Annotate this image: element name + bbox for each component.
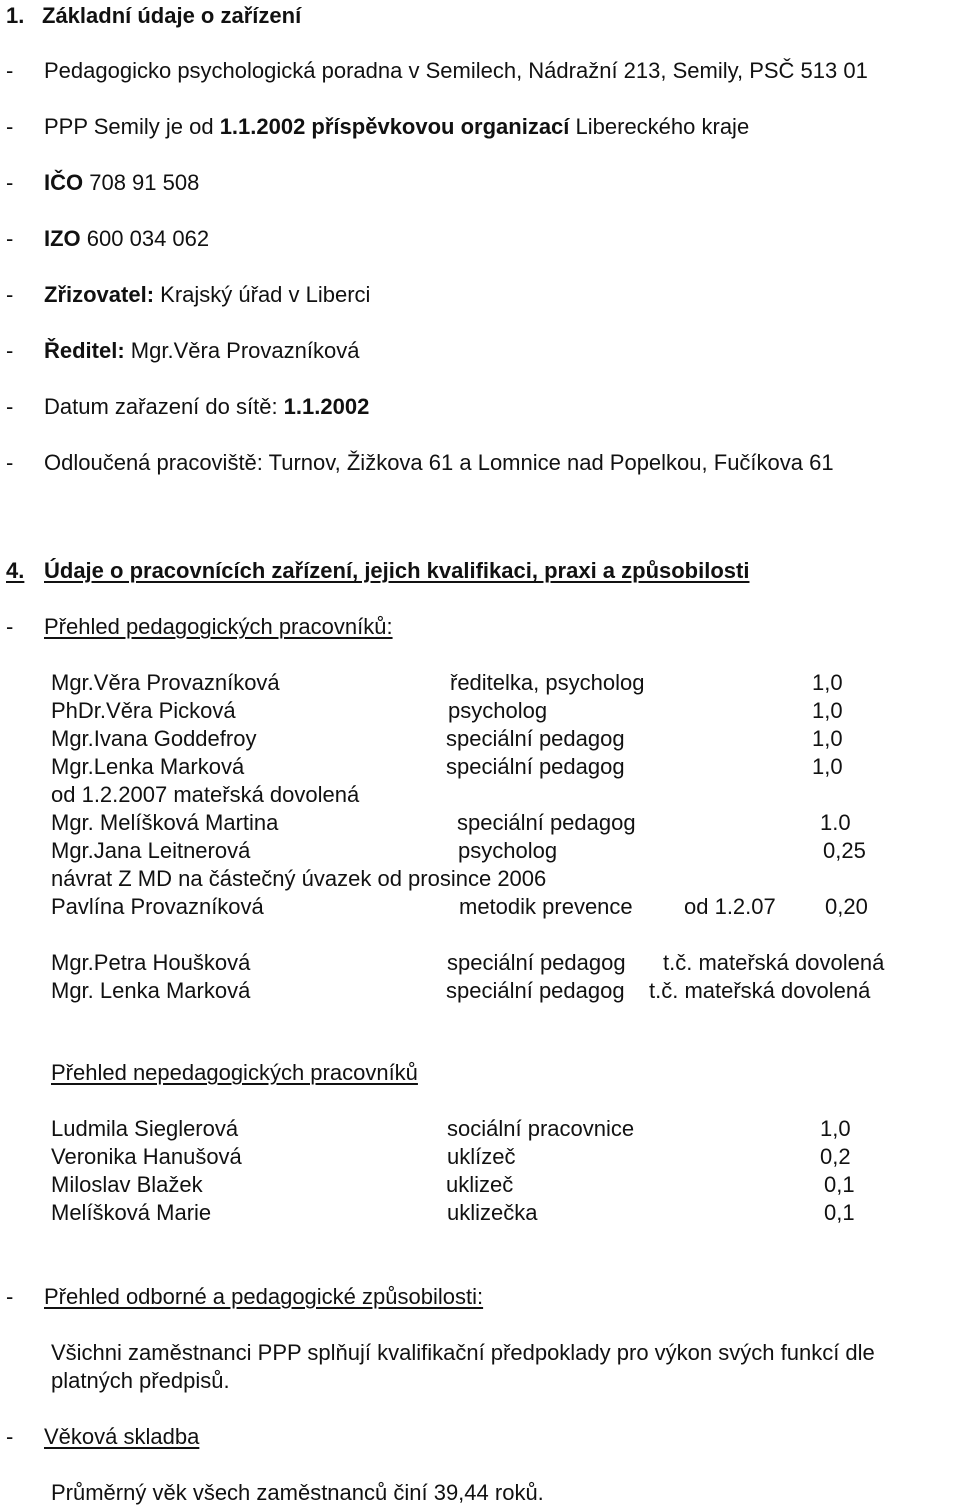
basic-info-item [44, 170, 199, 196]
basic-info-item [44, 114, 749, 140]
staff-start-date: od 1.2.07 [684, 894, 776, 919]
staff-fte: 0,25 [823, 838, 866, 863]
list-dash: - [6, 450, 14, 475]
staff-fte: 0,20 [825, 894, 868, 919]
qualification-text: Všichni zaměstnanci PPP splňují kvalifikační předpoklady pro výkon svých funkcí dle [51, 1340, 875, 1365]
basic-info-item [44, 226, 209, 252]
list-dash: - [6, 614, 14, 639]
bold-text: IZO [44, 226, 81, 251]
staff-fte: 1,0 [812, 726, 843, 751]
staff-fte: 0,1 [824, 1172, 855, 1197]
staff-role: ředitelka, psycholog [450, 670, 645, 695]
staff-fte: 1,0 [812, 754, 843, 779]
staff-role: psycholog [448, 698, 548, 723]
bold-text: 1.1.2002 příspěvkovou organizací [219, 114, 570, 139]
bold-text: Ředitel: [44, 338, 125, 363]
staff-role: speciální pedagog [447, 950, 626, 975]
qualification-text: platných předpisů. [51, 1368, 230, 1393]
staff-name: Mgr.Lenka Marková [51, 754, 245, 779]
bold-text: Zřizovatel: [44, 282, 155, 307]
staff-role: speciální pedagog [446, 754, 625, 779]
staff-name: Veronika Hanušová [51, 1144, 242, 1169]
section-4-number: 4. [6, 558, 25, 583]
staff-fte: 1,0 [812, 698, 843, 723]
staff-name: Mgr.Věra Provazníková [51, 670, 280, 695]
basic-info-item [44, 338, 359, 364]
staff-name: Mgr. Melíšková Martina [51, 810, 279, 835]
section-4-title: Údaje o pracovnících zařízení, jejich kvalifikaci, praxi a způsobilosti [44, 558, 750, 583]
list-dash: - [6, 1284, 14, 1309]
bold-text: IČO [44, 170, 84, 195]
staff-role: metodik prevence [459, 894, 633, 919]
text: 600 034 062 [80, 226, 210, 251]
text: Krajský úřad v Liberci [154, 282, 371, 307]
list-dash: - [6, 1424, 14, 1449]
staff-status: t.č. mateřská dovolená [649, 978, 871, 1003]
staff-fte: 1,0 [812, 670, 843, 695]
section-1-title: Základní údaje o zařízení [42, 3, 302, 28]
bold-text: 1.1.2002 [283, 394, 370, 419]
staff-note: návrat Z MD na částečný úvazek od prosince 2006 [51, 866, 547, 891]
staff-fte: 0,1 [824, 1200, 855, 1225]
staff-name: Mgr.Ivana Goddefroy [51, 726, 257, 751]
text: Odloučená pracoviště: Turnov, Žižkova 61 a Lomnice nad Popelkou, Fučíkova 61 [44, 450, 834, 475]
basic-info-item [44, 394, 369, 420]
list-dash: - [6, 226, 14, 251]
list-dash: - [6, 170, 14, 195]
staff-name: Pavlína Provazníková [51, 894, 264, 919]
section-1-number: 1. [6, 3, 25, 28]
staff-name: Mgr. Lenka Marková [51, 978, 251, 1003]
pedagogical-staff-heading: Přehled pedagogických pracovníků: [44, 614, 393, 639]
staff-status: t.č. mateřská dovolená [663, 950, 885, 975]
staff-name: PhDr.Věra Picková [51, 698, 236, 723]
staff-name: Melíšková Marie [51, 1200, 212, 1225]
staff-role: sociální pracovnice [447, 1116, 635, 1141]
staff-fte: 1.0 [820, 810, 851, 835]
staff-fte: 1,0 [820, 1116, 851, 1141]
average-age-text: Průměrný věk všech zaměstnanců činí 39,44 roků. [51, 1480, 544, 1505]
text: Libereckého kraje [569, 114, 750, 139]
staff-name: Mgr.Petra Houšková [51, 950, 251, 975]
text: Pedagogicko psychologická poradna v Semilech, Nádražní 213, Semily, PSČ 513 01 [44, 58, 868, 83]
staff-role: uklizeč [446, 1172, 514, 1197]
staff-fte: 0,2 [820, 1144, 851, 1169]
staff-name: Miloslav Blažek [51, 1172, 203, 1197]
list-dash: - [6, 394, 14, 419]
basic-info-item [44, 450, 834, 476]
basic-info-item [44, 282, 370, 308]
age-structure-heading: Věková skladba [44, 1424, 200, 1449]
list-dash: - [6, 114, 14, 139]
qualification-heading: Přehled odborné a pedagogické způsobilosti: [44, 1284, 484, 1309]
list-dash: - [6, 58, 14, 83]
staff-name: Mgr.Jana Leitnerová [51, 838, 251, 863]
text: 708 91 508 [83, 170, 200, 195]
staff-note: od 1.2.2007 mateřská dovolená [51, 782, 360, 807]
text: Datum zařazení do sítě: [44, 394, 284, 419]
text: Mgr.Věra Provazníková [124, 338, 360, 363]
non-pedagogical-staff-heading: Přehled nepedagogických pracovníků [51, 1060, 418, 1085]
list-dash: - [6, 282, 14, 307]
staff-name: Ludmila Sieglerová [51, 1116, 239, 1141]
staff-role: speciální pedagog [446, 726, 625, 751]
staff-role: psycholog [458, 838, 558, 863]
text: PPP Semily je od [44, 114, 220, 139]
staff-role: speciální pedagog [446, 978, 625, 1003]
list-dash: - [6, 338, 14, 363]
staff-role: uklízeč [447, 1144, 516, 1169]
staff-role: speciální pedagog [457, 810, 636, 835]
basic-info-item [44, 58, 868, 84]
staff-role: uklizečka [447, 1200, 538, 1225]
